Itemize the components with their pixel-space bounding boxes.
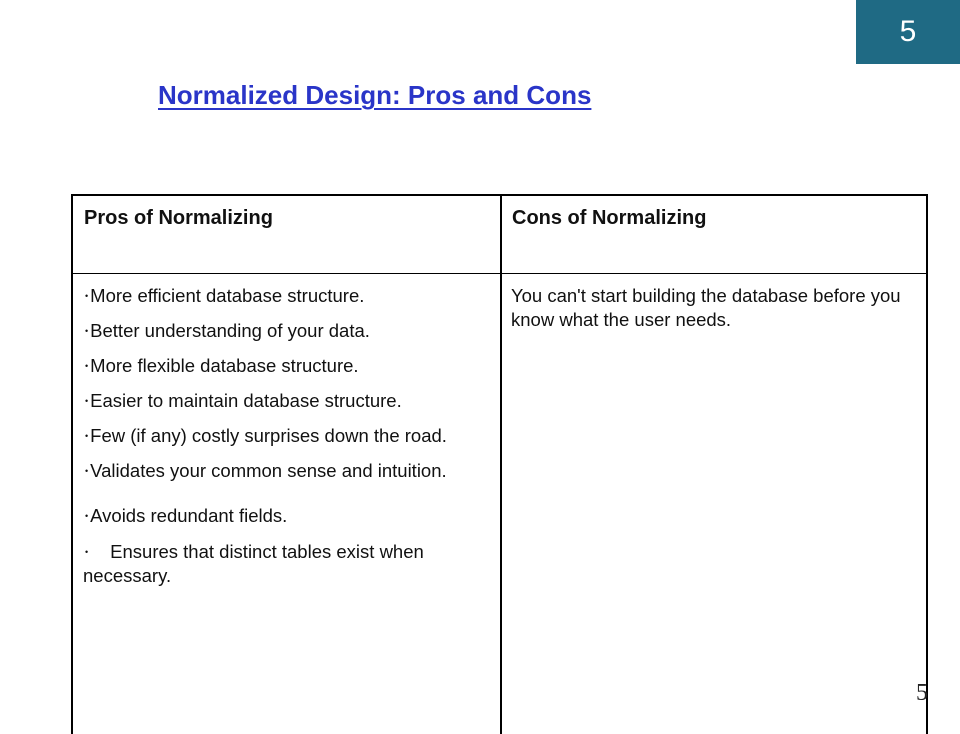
pros-list-item: [83, 504, 493, 528]
pros-list-item: [83, 354, 493, 378]
pros-item-text: Validates your common sense and intuition.: [90, 460, 447, 481]
bullet-icon: •: [85, 511, 89, 521]
chapter-number: 5: [899, 15, 917, 48]
pros-header: Pros of Normalizing: [84, 207, 273, 229]
pros-item-text: Avoids redundant fields.: [90, 505, 288, 526]
pros-item-text: More efficient database structure.: [90, 285, 365, 306]
bullet-icon: •: [85, 466, 89, 476]
chapter-badge: [856, 0, 960, 64]
pros-item-text: Ensures that distinct tables exist when necessary.: [83, 541, 424, 586]
slide-title: Normalized Design: Pros and Cons: [158, 80, 592, 110]
pros-item-text: Few (if any) costly surprises down the road.: [90, 425, 447, 446]
pros-item-text: Better understanding of your data.: [90, 320, 370, 341]
bullet-icon: •: [85, 431, 89, 441]
column-divider: [500, 196, 502, 734]
page-number: 5: [916, 680, 928, 706]
comparison-table: [71, 194, 928, 734]
cons-text: You can't start building the database before you know what the user needs.: [511, 285, 901, 330]
bullet-icon: •: [85, 396, 89, 406]
pros-list: [83, 284, 493, 588]
header-divider: [73, 273, 926, 274]
pros-list-item: [83, 424, 493, 448]
pros-list-item: [83, 319, 493, 343]
pros-list-item: [83, 284, 493, 308]
pros-item-text: Easier to maintain database structure.: [90, 390, 402, 411]
cons-header: Cons of Normalizing: [512, 207, 707, 229]
pros-list-item: [83, 459, 493, 483]
pros-list-item: [83, 389, 493, 413]
pros-item-text: More flexible database structure.: [90, 355, 359, 376]
bullet-icon: •: [85, 291, 89, 301]
pros-list-item: [83, 540, 493, 588]
bullet-icon: •: [85, 361, 89, 371]
bullet-icon: •: [85, 326, 89, 336]
bullet-icon: •: [85, 547, 89, 557]
